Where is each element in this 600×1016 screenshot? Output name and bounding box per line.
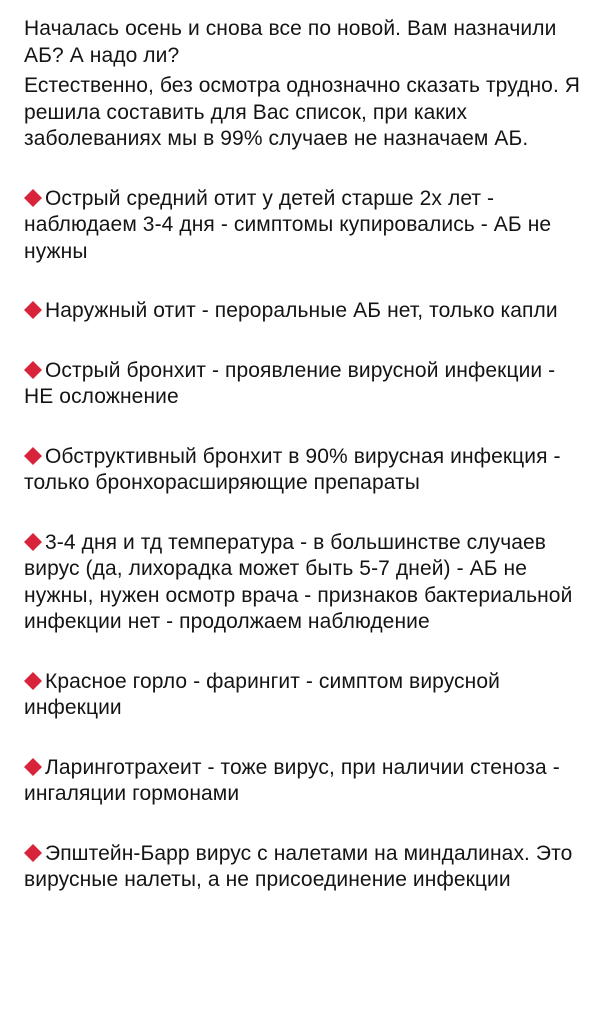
red-diamond-icon	[24, 301, 42, 319]
list-item-text: Ларинготрахеит - тоже вирус, при наличии стеноза - ингаляции гормонами	[24, 755, 560, 805]
list-item	[24, 186, 584, 266]
list-item	[24, 755, 584, 808]
intro-paragraph-2: Естественно, без осмотра однозначно сказать трудно. Я решила составить для Вас список, при каких заболеваниях мы в 99% случаев не назначаем АБ.	[24, 74, 581, 150]
list-item-text: 3-4 дня и тд температура - в большинстве случаев вирус (да, лихорадка может быть 5-7 дней) - АБ не нужны, нужен осмотр врача - признаков бактериальной инфекции нет - продолжаем наблюдение	[24, 530, 573, 633]
red-diamond-icon	[24, 189, 42, 207]
red-diamond-icon	[24, 361, 42, 379]
red-diamond-icon	[24, 758, 42, 776]
list-item-text: Наружный отит - пероральные АБ нет, только капли	[45, 299, 558, 322]
red-diamond-icon	[24, 447, 42, 465]
list-item	[24, 358, 584, 411]
list-item-text: Красное горло - фарингит - симптом вирусной инфекции	[24, 669, 500, 719]
post-text	[24, 16, 584, 894]
list-item	[24, 444, 584, 497]
list-item-text: Эпштейн-Барр вирус с налетами на миндалинах. Это вирусные налеты, а не присоединение инфекции	[24, 841, 573, 891]
red-diamond-icon	[24, 533, 42, 551]
intro-paragraph-1: Началась осень и снова все по новой. Вам назначили АБ? А надо ли?	[24, 17, 557, 67]
red-diamond-icon	[24, 844, 42, 862]
list-item	[24, 669, 584, 722]
list-item	[24, 841, 584, 894]
red-diamond-icon	[24, 672, 42, 690]
list-item-text: Обструктивный бронхит в 90% вирусная инфекция - только бронхорасширяющие препараты	[24, 444, 561, 494]
list-item-text: Острый средний отит у детей старше 2х лет - наблюдаем 3-4 дня - симптомы купировались - АБ не нужны	[24, 186, 552, 263]
list-item	[24, 530, 584, 636]
list-item-text: Острый бронхит - проявление вирусной инфекции - НЕ осложнение	[24, 358, 556, 408]
list-item	[24, 298, 584, 325]
